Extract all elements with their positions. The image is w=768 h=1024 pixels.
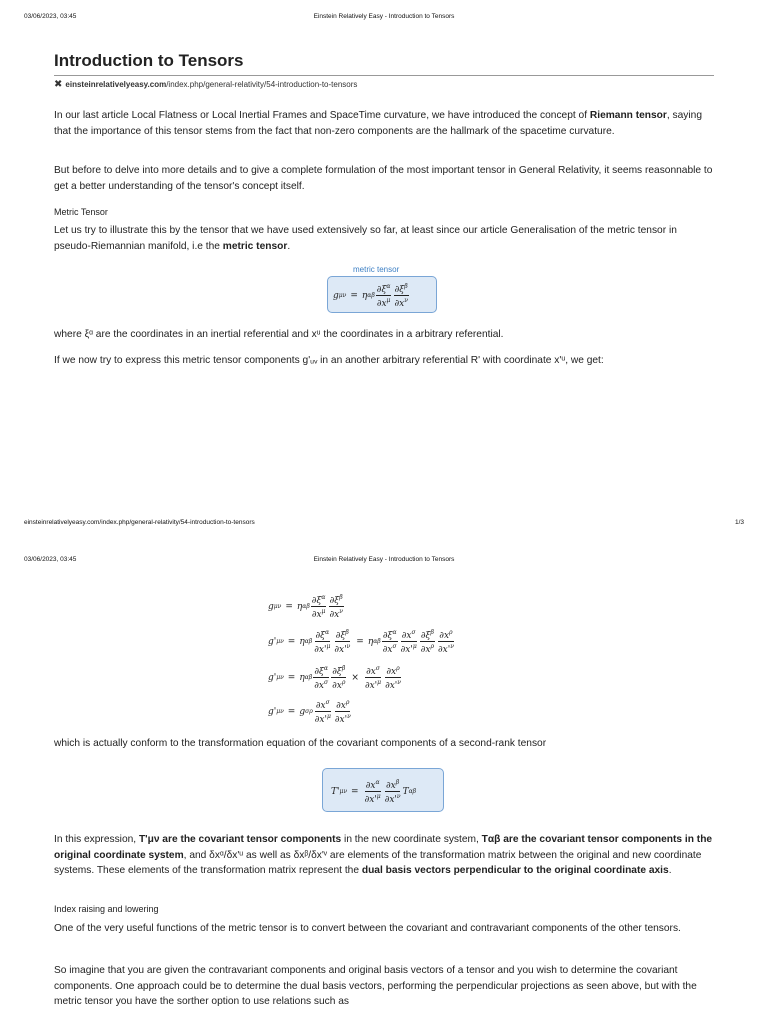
source-link[interactable]	[54, 80, 357, 89]
page-title: Introduction to Tensors	[54, 51, 244, 70]
paragraph-intro: In our last article Local Flatness or Local Inertial Frames and SpaceTime curvature, we have introduced the concept of Riemann tensor, saying that the importance of this tensor stems from the fact that non-zero components are the hallmark of the spacetime curvature.	[54, 110, 702, 137]
print-page-title: Einstein Relatively Easy - Introduction to Tensors	[313, 556, 455, 563]
paragraph-before-delve: But before to delve into more details and to give a complete formulation of the most important tensor in General Relativity, it seems reasonnable to get a better understanding of the tensor's concept itself.	[54, 165, 713, 192]
paragraph-coordinates: where ξᵅ are the coordinates in an inertial referential and xᵘ the coordinates in a arbitrary referential.	[54, 329, 504, 340]
formula-caption[interactable]: metric tensor	[353, 265, 400, 274]
derivation-line-1: g μν = η αβ $\frac{\partial\xi^\alpha}{\partial x^\mu}$ $\frac{\partial\xi^\beta}{\partial x^\nu}$	[268, 594, 343, 620]
paragraph-expression: In this expression, T'μν are the covariant tensor components in the new coordinate system, Tαβ are the covariant tensor components in the original coordinate system, and δxᵅ/δx'ᵘ as well as δxᵝ/δx'ᵛ are elements of the transformation matrix between the original and new coordinate systems. These elements of the transformation matrix represent the dual basis vectors perpendicular to the original coordinate axis.	[54, 834, 713, 876]
section-heading-index-raising: Index raising and lowering	[54, 904, 159, 914]
metric-tensor-formula-box	[327, 276, 437, 313]
covariant-transformation-formula-box	[322, 768, 444, 812]
paragraph-metric-intro: Let us try to illustrate this by the tensor that we have used extensively so far, at least since our article Generalisation of the metric tensor in pseudo-Riemannian manifold, i.e the metric tensor.	[54, 225, 677, 252]
covariant-transformation-formula: T' μν = $\frac{\partial x^\alpha}{\partial x'^\mu}$ $\frac{\partial x^\beta}{\partial x'^\nu}$ T αβ	[331, 779, 417, 805]
footer-page-number: 1/3	[734, 519, 744, 526]
source-domain[interactable]: einsteinrelativelyeasy.com	[65, 80, 167, 89]
paragraph-new-referential: If we now try to express this metric tensor components g'ᵤᵥ in an another arbitrary referential R' with coordinate x'ᵘ, we get:	[54, 355, 604, 366]
source-path[interactable]: /index.php/general-relativity/54-introduction-to-tensors	[166, 80, 358, 89]
derivation-line-4: g' μν = g σρ $\frac{\partial x^\sigma}{\partial x'^\mu}$ $\frac{\partial x^\rho}{\partial x'^\nu}$	[268, 699, 351, 725]
section-heading-metric-tensor: Metric Tensor	[54, 207, 108, 217]
paragraph-imagine: So imagine that you are given the contravariant components and original basis vectors of a tensor and you wish to determine the covariant components. One approach could be to determine the dual basis vectors, performing the perpendicular projections as seen above, but with the metric tensor you have the sorther option to use relations such as	[54, 965, 697, 1007]
paragraph-conform: which is actually conform to the transformation equation of the covariant components of a second-rank tensor	[54, 738, 547, 749]
metric-tensor-formula: g μν = η αβ $\frac{\partial\xi^\alpha}{\partial x^\mu}$ $\frac{\partial\xi^\beta}{\partial x^\nu}$	[333, 283, 408, 309]
derivation-line-3: g' μν = η αβ $\frac{\partial\xi^\alpha}{\partial x^\sigma}$ $\frac{\partial\xi^\beta}{\partial x^\rho}$ × $\frac{\partial x^\sigma}{\partial x'^\mu}$ $\frac{\partial x^\rho}{\partial x'^\nu}$	[268, 665, 401, 691]
site-favicon-icon: ✖	[54, 78, 63, 90]
print-date: 03/06/2023, 03:45	[24, 556, 77, 563]
print-date: 03/06/2023, 03:45	[24, 13, 77, 20]
footer-url: einsteinrelativelyeasy.com/index.php/general-relativity/54-introduction-to-tensors	[24, 519, 255, 526]
print-page-title: Einstein Relatively Easy - Introduction to Tensors	[313, 13, 455, 20]
paragraph-metric-functions: One of the very useful functions of the metric tensor is to convert between the covariant and contravariant components of the other tensors.	[54, 923, 681, 934]
title-divider	[54, 75, 714, 76]
derivation-line-2: g' μν = η αβ $\frac{\partial\xi^\alpha}{\partial x'^\mu}$ $\frac{\partial\xi^\beta}{\partial x'^\nu}$ = η αβ $\frac{\partial\xi^\alpha}{\partial x^\sigma}$ $\frac{\partial x^\sigma}{\partial x'^\mu}$ $\frac{\partial\xi^\beta}{\partial x^\rho}$ $\frac{\partial x^\rho}{\partial x'^\nu}$	[268, 629, 454, 655]
